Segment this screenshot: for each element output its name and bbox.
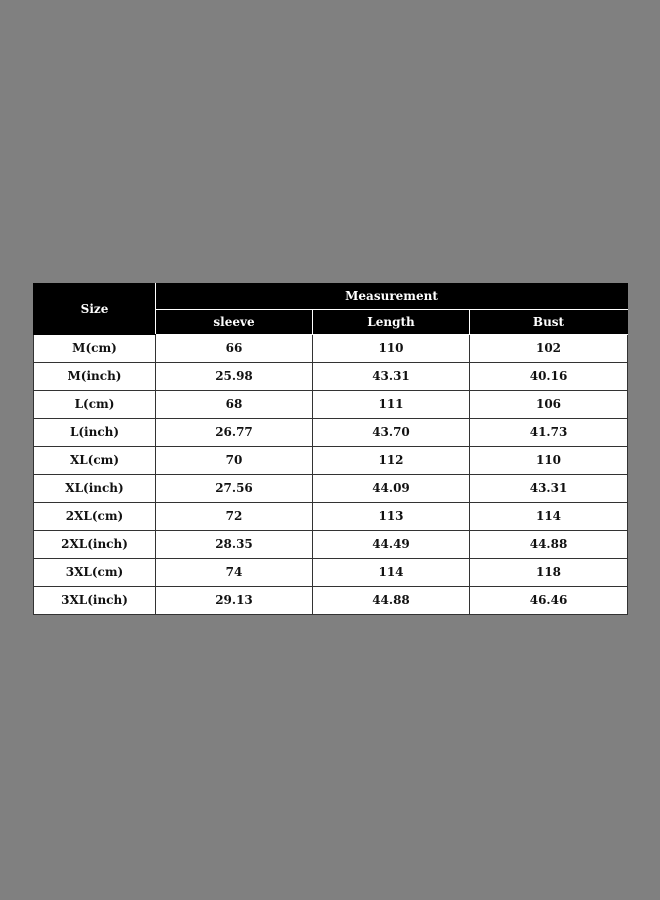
column-header-sleeve: sleeve [156, 310, 313, 335]
sleeve-cell: 72 [156, 503, 313, 531]
bust-cell: 46.46 [470, 587, 628, 615]
length-cell: 43.31 [313, 363, 470, 391]
length-cell: 113 [313, 503, 470, 531]
size-cell: M(inch) [34, 363, 156, 391]
sleeve-cell: 27.56 [156, 475, 313, 503]
table-row [34, 447, 628, 475]
size-cell: 2XL(cm) [34, 503, 156, 531]
table-row [34, 475, 628, 503]
bust-cell: 43.31 [470, 475, 628, 503]
table-row [34, 363, 628, 391]
bust-cell: 106 [470, 391, 628, 419]
column-header-length: Length [313, 310, 470, 335]
table-row [34, 503, 628, 531]
length-cell: 43.70 [313, 419, 470, 447]
bust-cell: 44.88 [470, 531, 628, 559]
length-cell: 112 [313, 447, 470, 475]
length-cell: 44.49 [313, 531, 470, 559]
bust-cell: 114 [470, 503, 628, 531]
length-cell: 44.88 [313, 587, 470, 615]
table-row [34, 531, 628, 559]
length-cell: 44.09 [313, 475, 470, 503]
sleeve-cell: 66 [156, 335, 313, 363]
sleeve-cell: 74 [156, 559, 313, 587]
sleeve-cell: 68 [156, 391, 313, 419]
length-cell: 110 [313, 335, 470, 363]
size-cell: XL(inch) [34, 475, 156, 503]
measurement-header: Measurement [156, 284, 628, 310]
table-row [34, 335, 628, 363]
table-row [34, 559, 628, 587]
size-cell: 2XL(inch) [34, 531, 156, 559]
bust-cell: 118 [470, 559, 628, 587]
length-cell: 114 [313, 559, 470, 587]
size-cell: 3XL(inch) [34, 587, 156, 615]
sleeve-cell: 28.35 [156, 531, 313, 559]
sleeve-cell: 26.77 [156, 419, 313, 447]
table-row [34, 391, 628, 419]
column-header-bust: Bust [470, 310, 628, 335]
bust-cell: 40.16 [470, 363, 628, 391]
size-chart-table [33, 283, 628, 615]
bust-cell: 102 [470, 335, 628, 363]
size-cell: XL(cm) [34, 447, 156, 475]
size-header: Size [34, 284, 156, 335]
length-cell: 111 [313, 391, 470, 419]
table-row [34, 419, 628, 447]
sleeve-cell: 29.13 [156, 587, 313, 615]
table-row [34, 587, 628, 615]
bust-cell: 110 [470, 447, 628, 475]
header-row-1 [34, 284, 628, 310]
sleeve-cell: 70 [156, 447, 313, 475]
sleeve-cell: 25.98 [156, 363, 313, 391]
size-cell: M(cm) [34, 335, 156, 363]
size-cell: 3XL(cm) [34, 559, 156, 587]
size-cell: L(inch) [34, 419, 156, 447]
size-cell: L(cm) [34, 391, 156, 419]
bust-cell: 41.73 [470, 419, 628, 447]
